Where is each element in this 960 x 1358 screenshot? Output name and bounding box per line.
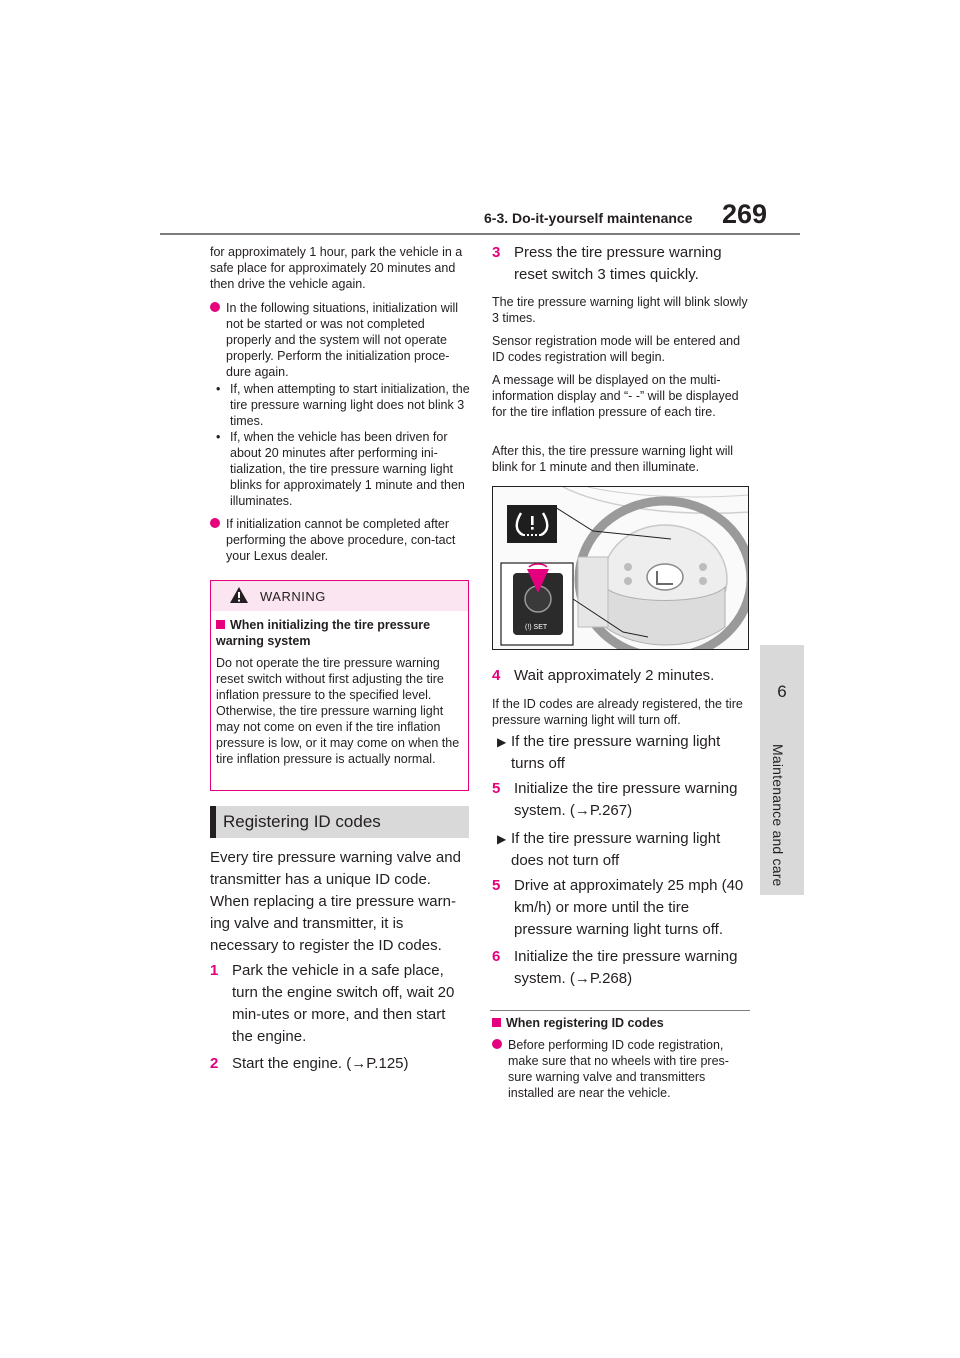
svg-text:(!) SET: (!) SET [525, 624, 548, 631]
condition-text: If the tire pressure warning light turns off [511, 733, 721, 772]
note-text: The tire pressure warning light will blink slowly 3 times. [492, 295, 748, 325]
section-header: 6-3. Do-it-yourself maintenance [484, 210, 693, 226]
step-number: 6 [492, 948, 501, 965]
sub-bullet-text: If, when attempting to start initialization, the tire pressure warning light does not blink 3 times. [230, 382, 470, 428]
square-bullet-icon [492, 1018, 501, 1027]
bullet-dot-icon [210, 518, 220, 528]
note-text: If the ID codes are already registered, the tire pressure warning light will turn off. [492, 697, 743, 727]
note-rule [490, 1010, 750, 1011]
bullet-item [492, 1037, 748, 1101]
step-number: 5 [492, 780, 501, 797]
note-text: After this, the tire pressure warning light will blink for 1 minute and then illuminate. [492, 444, 734, 474]
sub-bullet-marker: • [216, 430, 221, 444]
note-heading-text: When registering ID codes [506, 1016, 664, 1030]
bullet-text: In the following situations, initialization will not be started or was not completed properly and the system will not operate properly. Perform the initialization proce-dure again. [226, 301, 459, 379]
warning-text: Do not operate the tire pressure warning reset switch without first adjusting the tire inflation pressure to the specified level. Otherwise, the tire pressure warning light may not come on even if the tire inflation pressure is low, or it may come on when the tire inflation pressure is actually normal. [216, 656, 460, 766]
step-5a [492, 778, 748, 822]
step-text: Start the engine. (→P.125) [232, 1055, 409, 1072]
warning-header [211, 581, 468, 611]
step-number: 3 [492, 244, 501, 261]
chapter-title: Maintenance and care [770, 744, 786, 887]
step-3 [492, 242, 748, 286]
step-number: 5 [492, 877, 501, 894]
condition-2 [497, 828, 737, 872]
bullet-dot-icon [210, 302, 220, 312]
step-number: 4 [492, 667, 501, 684]
step-2 [210, 1053, 466, 1075]
warning-heading [216, 617, 464, 649]
triangle-marker-icon: ▶ [497, 832, 507, 846]
intro-text: for approximately 1 hour, park the vehicle in a safe place for approximately 20 minutes and then drive the vehicle again. [210, 245, 463, 291]
sub-bullet-marker: • [216, 382, 221, 396]
bullet-text: Before performing ID code registration, make sure that no wheels with tire pres-sure warning valve and transmitters installed are near the vehicle. [508, 1038, 729, 1100]
step-text: Drive at approximately 25 mph (40 km/h) or more until the tire pressure warning light turns off. [514, 877, 744, 938]
bullet-item [210, 516, 472, 564]
step-number: 1 [210, 962, 219, 979]
steering-wheel-illustration [492, 486, 749, 650]
condition-text: If the tire pressure warning light does not turn off [511, 830, 721, 869]
note-text: A message will be displayed on the multi-information display and “- -” will be displayed for the tire inflation pressure of each tire. [492, 373, 739, 419]
note-heading [492, 1015, 750, 1031]
header-rule [160, 233, 800, 235]
step-text: Press the tire pressure warning reset switch 3 times quickly. [514, 244, 722, 283]
step-6 [492, 946, 748, 990]
bullet-dot-icon [492, 1039, 502, 1049]
note-text: Sensor registration mode will be entered and ID codes registration will begin. [492, 334, 741, 364]
step-text: Initialize the tire pressure warning system. (→P.267) [514, 780, 738, 819]
chapter-number: 6 [777, 682, 787, 701]
sub-bullet-text: If, when the vehicle has been driven for about 20 minutes after performing ini-tialization, the tire pressure warning light blinks for approximately 1 minute and then illuminates. [230, 430, 465, 508]
square-bullet-icon [216, 620, 225, 629]
bullet-item [210, 300, 472, 380]
section-bar-accent [210, 806, 216, 838]
bullet-text: If initialization cannot be completed after performing the above procedure, con-tact your Lexus dealer. [226, 517, 456, 563]
page-number: 269 [722, 199, 768, 229]
warning-triangle-icon [229, 586, 249, 609]
step-5b [492, 875, 748, 941]
step-4 [492, 665, 748, 687]
warning-heading-text: When initializing the tire pressure warning system [216, 618, 431, 648]
triangle-marker-icon: ▶ [497, 735, 507, 749]
sub-bullet-item [216, 429, 470, 509]
body-paragraph: Every tire pressure warning valve and transmitter has a unique ID code. When replacing a tire pressure warn-ing valve and transmitter, it is necessary to register the ID codes. [210, 849, 461, 954]
step-1 [210, 960, 466, 1048]
condition-1 [497, 731, 737, 775]
step-text: Park the vehicle in a safe place, turn the engine switch off, wait 20 min-utes or more, and then start the engine. [232, 962, 455, 1045]
warning-title: WARNING [260, 589, 326, 604]
step-text: Wait approximately 2 minutes. [514, 667, 715, 684]
sub-bullet-item [216, 381, 470, 429]
step-text: Initialize the tire pressure warning system. (→P.268) [514, 948, 738, 987]
section-title: Registering ID codes [223, 812, 381, 831]
step-number: 2 [210, 1055, 219, 1072]
